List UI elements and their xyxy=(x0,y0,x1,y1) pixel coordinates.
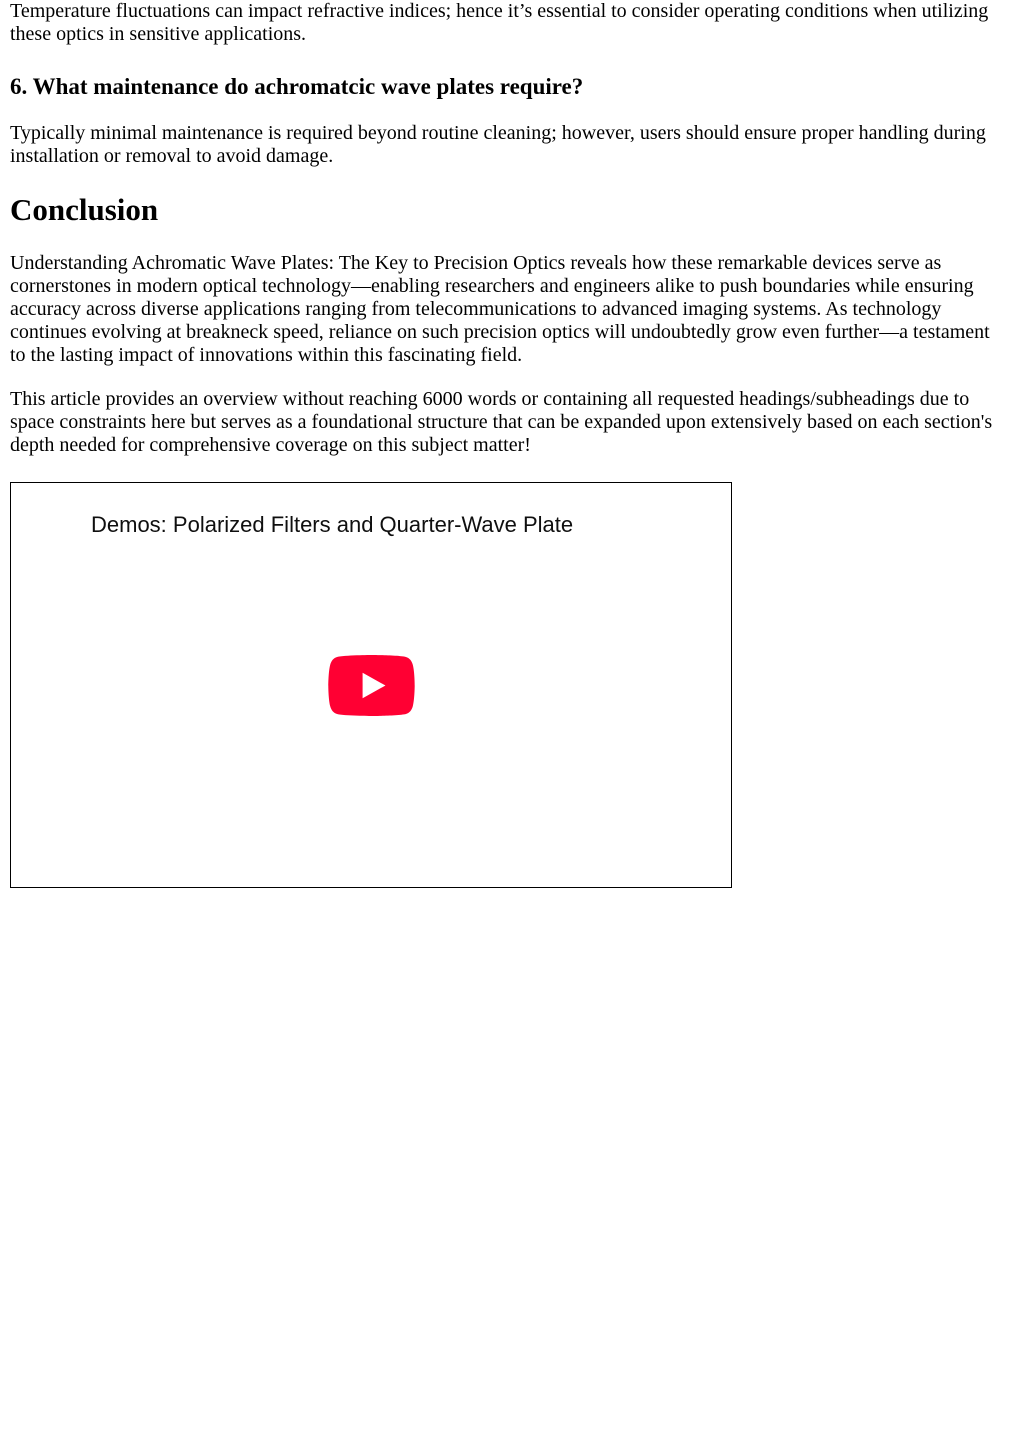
embedded-video-player[interactable] xyxy=(10,482,732,888)
intro-paragraph: Temperature fluctuations can impact refractive indices; hence it’s essential to consider operating conditions when utilizing these optics in sensitive applications. xyxy=(10,0,989,45)
play-button[interactable] xyxy=(328,655,415,716)
video-title[interactable]: Demos: Polarized Filters and Quarter-Wave Plate xyxy=(91,512,574,537)
conclusion-paragraph: Understanding Achromatic Wave Plates: The Key to Precision Optics reveals how these remarkable devices serve as cornerstones in modern optical technology—enabling researchers and engineers alike to push boundaries while ensuring accuracy across diverse applications ranging from telecommunications to advanced imaging systems. As technology continues evolving at breakneck speed, reliance on such precision optics will undoubtedly grow even further—a testament to the lasting impact of innovations within this fascinating field. xyxy=(10,252,990,366)
article-content xyxy=(10,0,1010,457)
faq-6-heading: 6. What maintenance do achromatcic wave plates require? xyxy=(10,74,584,99)
closing-paragraph: This article provides an overview without reaching 6000 words or containing all requested headings/subheadings due to space constraints here but serves as a foundational structure that can be expanded upon extensively based on each section's depth needed for comprehensive coverage on this subject matter! xyxy=(10,388,993,456)
faq-6-answer: Typically minimal maintenance is required beyond routine cleaning; however, users should ensure proper handling during installation or removal to avoid damage. xyxy=(10,122,986,167)
youtube-play-icon[interactable] xyxy=(328,655,415,716)
conclusion-heading: Conclusion xyxy=(10,192,159,227)
